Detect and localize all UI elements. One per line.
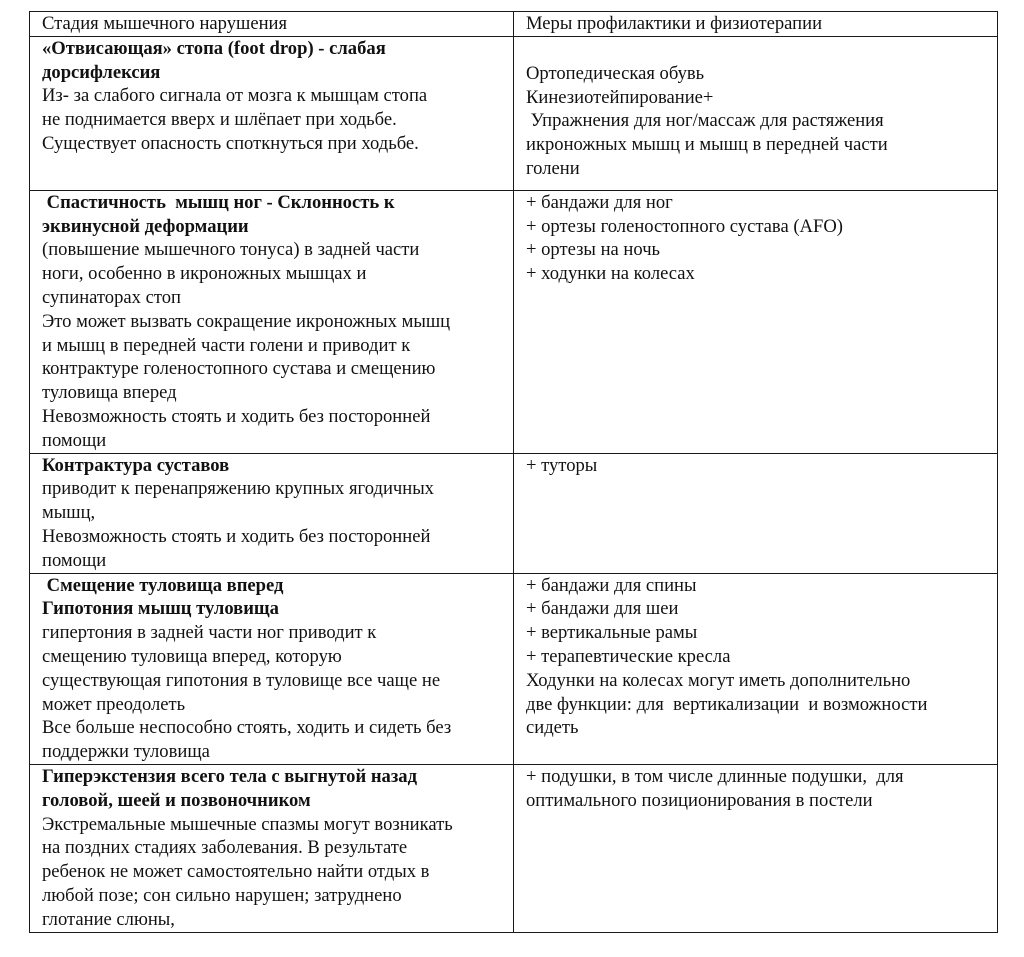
measures-cell (514, 190, 998, 453)
measure-line: Ортопедическая обувь (526, 62, 705, 84)
stage-text-line: гипертония в задней части ног приводит к (42, 622, 377, 644)
measure-line: икроножных мышц и мышц в передней части (526, 134, 888, 156)
stage-title-line: эквинусной деформации (42, 215, 249, 237)
stage-text-line: Невозможность стоять и ходить без посторонней (42, 405, 431, 427)
table-row (30, 764, 998, 932)
stage-text-line: Это может вызвать сокращение икроножных мышц (42, 310, 451, 332)
measure-line: + подушки, в том числе длинные подушки, для (526, 765, 904, 787)
stage-text-line: любой позе; сон сильно нарушен; затруднено (42, 884, 402, 906)
stage-title-line: Гиперэкстензия всего тела с выгнутой назад (42, 765, 418, 787)
stage-title-line: дорсифлексия (42, 61, 161, 83)
stage-text-line: ребенок не может самостоятельно найти отдых в (42, 861, 430, 883)
stage-text-line: поддержки туловища (42, 741, 210, 763)
stage-cell (30, 453, 514, 573)
table-row (30, 453, 998, 573)
stage-title-line: Контрактура суставов (42, 454, 230, 476)
table-row (30, 573, 998, 764)
measure-line: + туторы (526, 454, 598, 476)
measure-line: + ходунки на колесах (526, 263, 695, 285)
measures-cell (514, 453, 998, 573)
stage-text-line: туловища вперед (42, 382, 177, 404)
stage-text-line: на поздних стадиях заболевания. В результате (42, 837, 408, 859)
stage-text-line: помощи (42, 429, 107, 451)
stage-cell (30, 190, 514, 453)
measure-line: сидеть (526, 717, 579, 739)
stage-text-line: глотание слюны, (42, 908, 175, 930)
measure-line: + терапевтические кресла (526, 645, 731, 667)
table-row (30, 190, 998, 453)
measure-line: голени (526, 157, 580, 179)
measure-line: + бандажи для спины (526, 574, 697, 596)
table-row (30, 36, 998, 190)
stage-text-line: не поднимается вверх и шлёпает при ходьбе. (42, 109, 397, 131)
stage-text-line: существующая гипотония в туловище все чаще не (42, 669, 441, 691)
stage-text-line: мышц, (42, 502, 96, 524)
measure-line: + бандажи для ног (526, 191, 673, 213)
stage-text-line: Невозможность стоять и ходить без посторонней (42, 525, 431, 547)
stage-title-line: Гипотония мышц туловища (42, 598, 279, 620)
stage-title-line: Смещение туловища вперед (42, 574, 284, 596)
measure-line: две функции: для вертикализации и возможности (526, 693, 928, 715)
stage-text-line: (повышение мышечного тонуса) в задней части (42, 239, 420, 261)
header-measures: Меры профилактики и физиотерапии (514, 12, 998, 37)
muscle-disorder-table (29, 11, 998, 933)
measure-line: оптимального позиционирования в постели (526, 789, 873, 811)
stage-text-line: ноги, особенно в икроножных мышцах и (42, 263, 367, 285)
stage-text-line: Экстремальные мышечные спазмы могут возникать (42, 813, 453, 835)
stage-text-line: Все больше неспособно стоять, ходить и сидеть без (42, 717, 452, 739)
measure-line: Ходунки на колесах могут иметь дополнительно (526, 669, 911, 691)
stage-text-line: может преодолеть (42, 693, 186, 715)
measure-line: Кинезиотейпирование+ (526, 86, 714, 108)
stage-text-line: Существует опасность споткнуться при ходьбе. (42, 132, 419, 154)
measure-line: + вертикальные рамы (526, 622, 698, 644)
stage-text-line: помощи (42, 549, 107, 571)
stage-cell (30, 573, 514, 764)
stage-cell (30, 36, 514, 190)
measure-line: + ортезы на ночь (526, 239, 661, 261)
stage-title-line: Спастичность мышц ног - Склонность к (42, 191, 395, 213)
stage-text-line: контрактуре голеностопного сустава и смещению (42, 358, 436, 380)
measures-cell (514, 36, 998, 190)
header-stage: Стадия мышечного нарушения (30, 12, 514, 37)
measure-line: + бандажи для шеи (526, 598, 679, 620)
stage-text-line: смещению туловища вперед, которую (42, 645, 342, 667)
measures-cell (514, 764, 998, 932)
table-header-row (30, 12, 998, 37)
stage-title-line: «Отвисающая» стопа (foot drop) - слабая (42, 37, 386, 59)
measure-line: Упражнения для ног/массаж для растяжения (526, 110, 884, 132)
measures-cell (514, 573, 998, 764)
measure-line: + ортезы голеностопного сустава (AFO) (526, 215, 843, 237)
stage-text-line: Из- за слабого сигнала от мозга к мышцам стопа (42, 85, 428, 107)
stage-title-line: головой, шеей и позвоночником (42, 789, 311, 811)
stage-text-line: супинаторах стоп (42, 286, 181, 308)
stage-text-line: приводит к перенапряжению крупных ягодичных (42, 478, 434, 500)
stage-cell (30, 764, 514, 932)
stage-text-line: и мышц в передней части голени и приводит к (42, 334, 411, 356)
